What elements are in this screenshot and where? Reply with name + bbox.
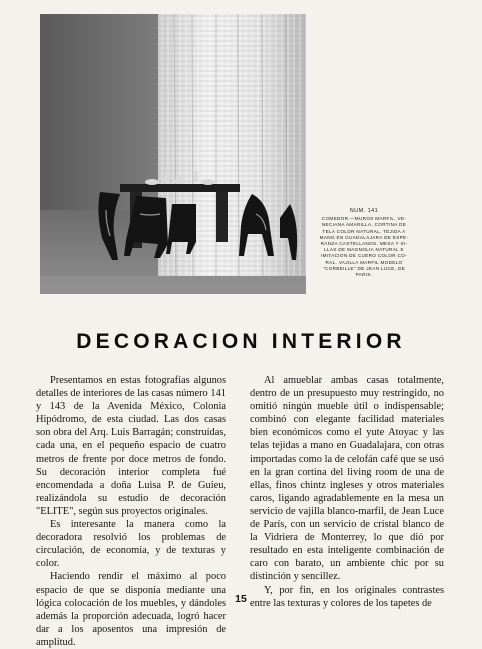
article-column-left <box>36 374 226 649</box>
dining-room-photo <box>40 14 306 294</box>
dining-room-illustration <box>40 14 306 294</box>
caption-line: RANZA CASTELLANOS. MESA Y SI- <box>320 241 408 247</box>
caption-line: NECIANA AMARILLA, CORTINA DE <box>321 222 407 228</box>
caption-line: IMITACION DE CUERO COLOR CO- <box>320 253 408 259</box>
article-column-right <box>250 374 444 610</box>
article-heading: DECORACION INTERIOR <box>76 330 406 353</box>
paragraph: Haciendo rendir el máximo al poco espacio de que se disponía mediante una lógica colocación de los muebles, y dándoles además la proporción adecuada, logró hacer dar a los aposentos una impresión de amplitud. <box>36 571 226 648</box>
paragraph: Al amueblar ambas casas totalmente, dentro de un presupuesto muy restringido, no omitió ningún mueble útil o indispensable; combinó con elegante facilidad materiales bien económicos como el yute Atoyac y las telas tejidas a mano en Guadalajara, con otras importadas como la de celofán café que se usó en la gran cortina del living room de una de ellas, finos chintz ingleses y otros materiales caros, ligando agradablemente en la mesa un servicio de vajilla blanco-marfil, de Jean Luce de París, con un servicio de cristal blanco de la Vidriera de Monterrey, lo que dió por resultado en esta inteligente combinación de caro con barato, un ambiente chic por su distinción y sencillez. <box>250 375 444 583</box>
paragraph: Presentamos en estas fotografías algunos detalles de interiores de las casas número 141 y 143 de la Avenida México, Colonia Hipódromo, de esta ciudad. Las dos casas son obra del Arq. Luis Barragán; construídas, cada una, en el pequeño espacio de cuatro metros de frente por doce metros de fondo. Su decoración interior completa fué encomendada a doña Luisa P. de Guieu, realizándola su estudio de decoración "ELITE", según sus proyectos originales. <box>36 375 226 517</box>
page-number: 15 <box>235 593 247 605</box>
paragraph: Y, por fin, en los originales contrastes entre las texturas y colores de los tapetes de <box>250 584 444 609</box>
paragraph: Es interesante la manera como la decoradora resolvió los problemas de circulación, de economía, y de texturas y color. <box>36 519 226 570</box>
caption-number: NUM. 141 <box>349 208 379 214</box>
photo-caption <box>312 208 416 278</box>
caption-line: PARIS. <box>355 272 373 278</box>
caption-line: MANO EN GUADALAJARA DE ESPE- <box>319 234 409 240</box>
caption-line: TELA COLOR NATURAL, TEJIDA A <box>322 228 406 234</box>
caption-line: LLAS DE MAGNOLIA NATURAL E <box>324 247 404 253</box>
caption-line: "CORBEILLE" DE JEAN LUCE, DE <box>323 265 405 271</box>
caption-line: RAL. VAJILLA MARFIL MODELO <box>325 259 403 265</box>
caption-line: COMEDOR.—MUROS MARFIL, VE- <box>321 216 407 222</box>
